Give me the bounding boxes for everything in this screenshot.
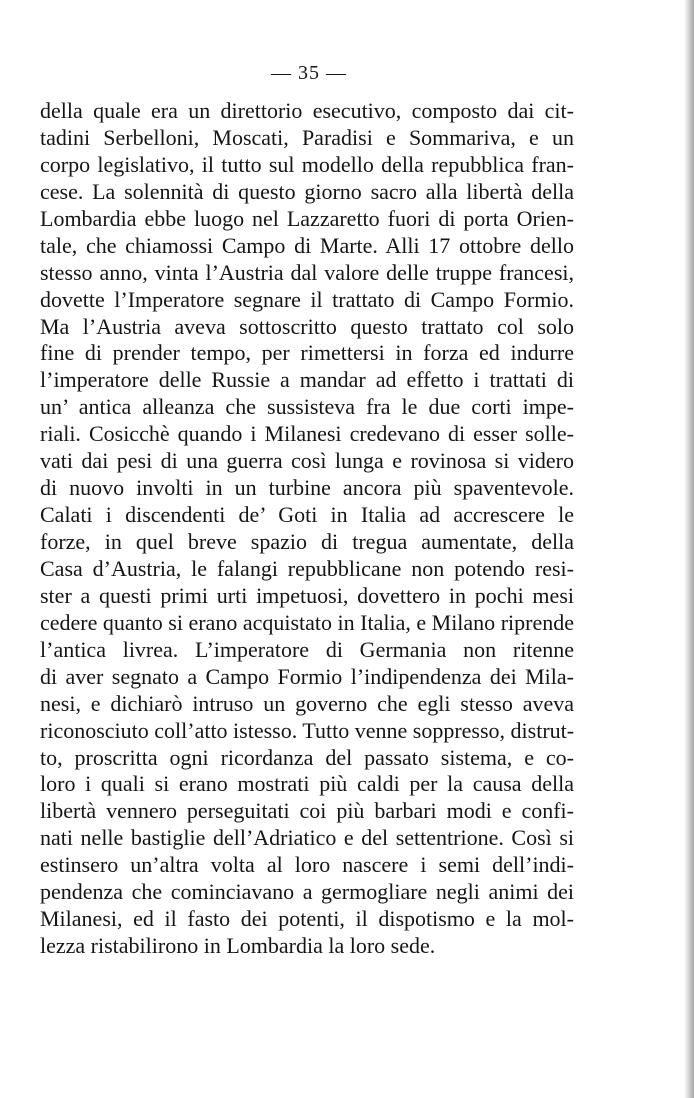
text-line: Calati i discendenti de’ Goti in Italia ad accrescere le bbox=[40, 502, 574, 528]
text-line: Casa d’Austria, le falangi repubblicane non potendo resi- bbox=[40, 555, 574, 581]
text-line: riali. Cosicchè quando i Milanesi credevano di esser solle- bbox=[40, 421, 574, 447]
text-line: forze, in quel breve spazio di tregua aumentate, della bbox=[40, 529, 574, 554]
text-line: lezza ristabilirono in Lombardia la loro sede. bbox=[40, 933, 436, 959]
text-line: riconosciuto coll’atto istesso. Tutto venne soppresso, distrut- bbox=[40, 717, 575, 743]
text-line: un’ antica alleanza che sussisteva fra le due corti impe- bbox=[40, 394, 574, 420]
text-line: nesi, e dichiarò intruso un governo che egli stesso aveva bbox=[40, 690, 574, 716]
text-line: Milanesi, ed il fasto dei potenti, il dispotismo e la mol- bbox=[40, 906, 574, 932]
body-text bbox=[40, 98, 574, 960]
text-line: libertà vennero perseguitati coi più barbari modi e confi- bbox=[40, 798, 574, 824]
text-line: tale, che chiamossi Campo di Marte. Alli 17 ottobre dello bbox=[40, 232, 574, 258]
text-line: dovette l’Imperatore segnare il trattato di Campo Formio. bbox=[40, 286, 574, 312]
text-line: Ma l’Austria aveva sottoscritto questo trattato col solo bbox=[40, 313, 574, 339]
page-number: — 35 — bbox=[271, 62, 347, 84]
text-line: di nuovo involti in un turbine ancora più spaventevole. bbox=[40, 475, 574, 501]
text-line: di aver segnato a Campo Formio l’indipendenza dei Mila- bbox=[40, 663, 574, 689]
text-line: loro i quali si erano mostrati più caldi per la causa della bbox=[40, 771, 574, 797]
text-line: nati nelle bastiglie dell’Adriatico e del settentrione. Così si bbox=[40, 825, 574, 851]
text-line: estinsero un’altra volta al loro nascere i semi dell’indi- bbox=[40, 852, 574, 878]
text-line: stesso anno, vinta l’Austria dal valore delle truppe francesi, bbox=[40, 259, 574, 285]
text-line: vati dai pesi di una guerra così lunga e rovinosa si videro bbox=[40, 448, 574, 474]
text-line: ster a questi primi urti impetuosi, dovettero in pochi mesi bbox=[40, 582, 574, 608]
page-edge-shadow bbox=[684, 0, 694, 1098]
text-line: pendenza che cominciavano a germogliare negli animi dei bbox=[40, 879, 574, 905]
text-line: l’imperatore delle Russie a mandar ad effetto i trattati di bbox=[40, 367, 574, 393]
text-line: cedere quanto si erano acquistato in Italia, e Milano riprende bbox=[40, 609, 574, 635]
text-line: to, proscritta ogni ricordanza del passato sistema, e co- bbox=[40, 744, 574, 770]
text-line: fine di prender tempo, per rimettersi in forza ed indurre bbox=[40, 340, 574, 366]
text-line: corpo legislativo, il tutto sul modello della repubblica fran- bbox=[40, 151, 574, 177]
text-line: cese. La solennità di questo giorno sacro alla libertà della bbox=[40, 178, 574, 204]
text-line: della quale era un direttorio esecutivo, composto dai cit- bbox=[40, 98, 574, 123]
text-line: tadini Serbelloni, Moscati, Paradisi e Sommariva, e un bbox=[40, 124, 574, 150]
text-line: l’antica livrea. L’imperatore di Germania non ritenne bbox=[40, 636, 574, 662]
text-line: Lombardia ebbe luogo nel Lazzaretto fuori di porta Orien- bbox=[40, 205, 574, 231]
